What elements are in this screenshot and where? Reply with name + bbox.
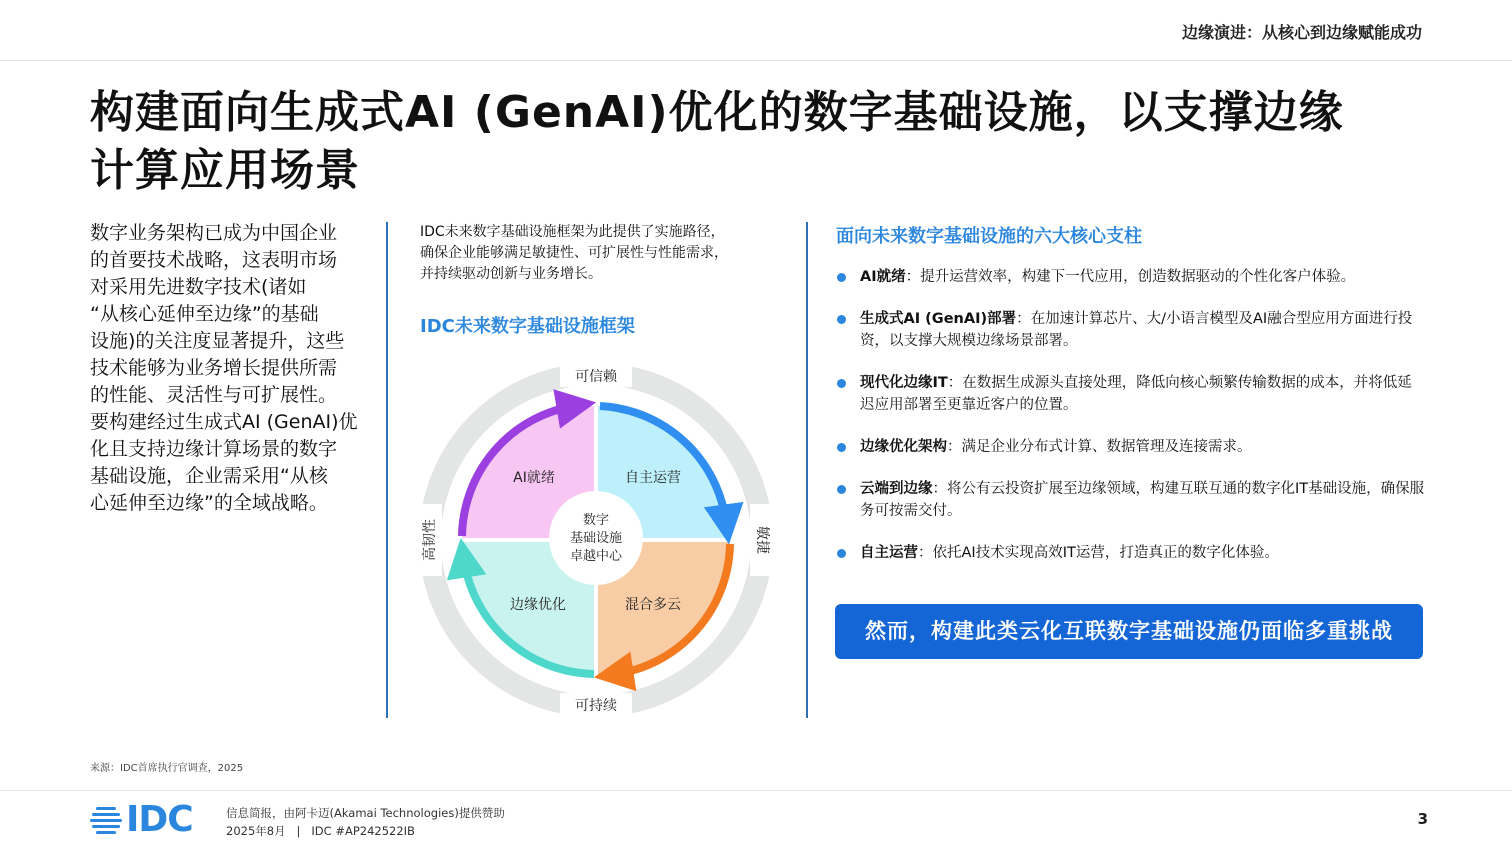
framework-diagram xyxy=(410,360,780,722)
footer-divider xyxy=(0,790,1512,791)
ring-label-resilient: 高韧性 xyxy=(422,519,438,561)
intro-line: 数字业务架构已成为中国企业 xyxy=(90,222,338,244)
center-label-line-1: 数字 xyxy=(582,513,610,528)
framework-diagram-svg xyxy=(410,360,780,722)
bullet-dot-icon xyxy=(837,273,846,282)
center-label-line-3: 卓越中心 xyxy=(569,549,623,564)
framework-title: IDC未来数字基础设施框架 xyxy=(420,316,635,337)
pillar-name: 边缘优化架构 xyxy=(860,439,947,455)
intro-line: 要构建经过生成式AI (GenAI)优 xyxy=(90,411,358,433)
footer-sponsor-line: 信息简报，由阿卡迈(Akamai Technologies)提供赞助 xyxy=(226,806,505,820)
pillar-text: 在加速计算芯片、大/小语言模型及AI融合型应用方面进行投资，以支撑大规模边缘场景部署。 xyxy=(860,311,1413,349)
pillar-item xyxy=(836,308,1426,352)
quadrant-label-edge-optimized: 边缘优化 xyxy=(510,597,566,613)
pillar-text: 依托AI技术实现高效IT运营，打造真正的数字化体验。 xyxy=(932,545,1279,561)
pillar-name: AI就绪 xyxy=(860,269,906,285)
pillar-item xyxy=(836,266,1426,288)
bullet-dot-icon xyxy=(837,379,846,388)
framework-intro-line: IDC未来数字基础设施框架为此提供了实施路径， xyxy=(420,224,725,240)
column-divider-left xyxy=(386,222,388,718)
intro-line: 设施)的关注度显著提升，这些 xyxy=(90,330,345,352)
page-title-line-1: 构建面向生成式AI (GenAI)优化的数字基础设施，以支撑边缘 xyxy=(90,87,1344,138)
quadrant-label-ai-ready: AI就绪 xyxy=(513,470,555,486)
bullet-dot-icon xyxy=(837,549,846,558)
pillar-item xyxy=(836,372,1426,416)
framework-intro-line: 并持续驱动创新与业务增长。 xyxy=(420,266,602,282)
footer-doc-id-line: 2025年8月 | IDC #AP242522IB xyxy=(226,824,415,838)
ring-label-sustainable: 可持续 xyxy=(575,698,617,714)
logo-wordmark: IDC xyxy=(126,799,193,840)
pillar-name: 生成式AI (GenAI)部署 xyxy=(860,311,1017,327)
pillar-separator: ： xyxy=(918,545,933,561)
intro-line: 技术能够为业务增长提供所需 xyxy=(90,357,338,379)
pillars-list xyxy=(836,266,1426,584)
page-number: 3 xyxy=(1417,810,1428,828)
intro-line: 基础设施，企业需采用“从核 xyxy=(90,465,328,487)
idc-logo xyxy=(90,799,198,840)
framework-intro-line: 确保企业能够满足敏捷性、可扩展性与性能需求， xyxy=(420,245,728,261)
globe-stripes-icon xyxy=(90,805,122,835)
top-bar xyxy=(0,0,1512,61)
source-note: 来源：IDC首席执行官调查，2025 xyxy=(90,763,244,774)
center-label-line-2: 基础设施 xyxy=(569,531,623,546)
quadrant-label-hybrid-cloud: 混合多云 xyxy=(625,597,681,613)
bullet-dot-icon xyxy=(837,485,846,494)
intro-paragraph xyxy=(90,220,362,517)
page-title-line-2: 计算应用场景 xyxy=(90,145,360,196)
pillar-text: 在数据生成源头直接处理，降低向核心频繁传输数据的成本，并将低延迟应用部署至更靠近客户的位置。 xyxy=(860,375,1412,413)
pillar-text: 提升运营效率，构建下一代应用，创造数据驱动的个性化客户体验。 xyxy=(920,269,1356,285)
pillar-name: 自主运营 xyxy=(860,545,918,561)
pillar-item xyxy=(836,436,1426,458)
pillar-separator: ： xyxy=(932,481,947,497)
pillar-item xyxy=(836,542,1426,564)
page-title xyxy=(90,84,1430,200)
pillar-name: 云端到边缘 xyxy=(860,481,933,497)
pillar-name: 现代化边缘IT xyxy=(860,375,948,391)
bullet-dot-icon xyxy=(837,315,846,324)
framework-intro xyxy=(420,222,785,285)
quadrant-label-autonomous-ops: 自主运营 xyxy=(625,470,681,486)
intro-line: 对采用先进数字技术(诸如 xyxy=(90,276,307,298)
footer-info xyxy=(226,804,505,840)
ring-label-agile: 敏捷 xyxy=(754,526,770,554)
challenge-callout: 然而，构建此类云化互联数字基础设施仍面临多重挑战 xyxy=(835,604,1423,659)
intro-line: 心延伸至边缘”的全域战略。 xyxy=(90,492,328,514)
pillar-item xyxy=(836,478,1426,522)
pillar-separator: ： xyxy=(947,375,963,391)
pillar-text: 满足企业分布式计算、数据管理及连接需求。 xyxy=(961,439,1252,455)
intro-line: 的首要技术战略，这表明市场 xyxy=(90,249,338,271)
pillar-separator: ： xyxy=(947,439,962,455)
intro-line: 化且支持边缘计算场景的数字 xyxy=(90,438,338,460)
ring-label-trustworthy: 可信赖 xyxy=(575,369,617,385)
column-divider-right xyxy=(806,222,808,718)
intro-line: 的性能、灵活性与可扩展性。 xyxy=(90,384,338,406)
pillar-separator: ： xyxy=(905,269,921,285)
report-title: 边缘演进：从核心到边缘赋能成功 xyxy=(1181,23,1422,42)
pillar-text: 将公有云投资扩展至边缘领域，构建互联互通的数字化IT基础设施，确保服务可按需交付。 xyxy=(860,481,1425,519)
intro-line: “从核心延伸至边缘”的基础 xyxy=(90,303,319,325)
bullet-dot-icon xyxy=(837,443,846,452)
pillars-title: 面向未来数字基础设施的六大核心支柱 xyxy=(836,226,1142,247)
pillar-separator: ： xyxy=(1016,311,1031,327)
